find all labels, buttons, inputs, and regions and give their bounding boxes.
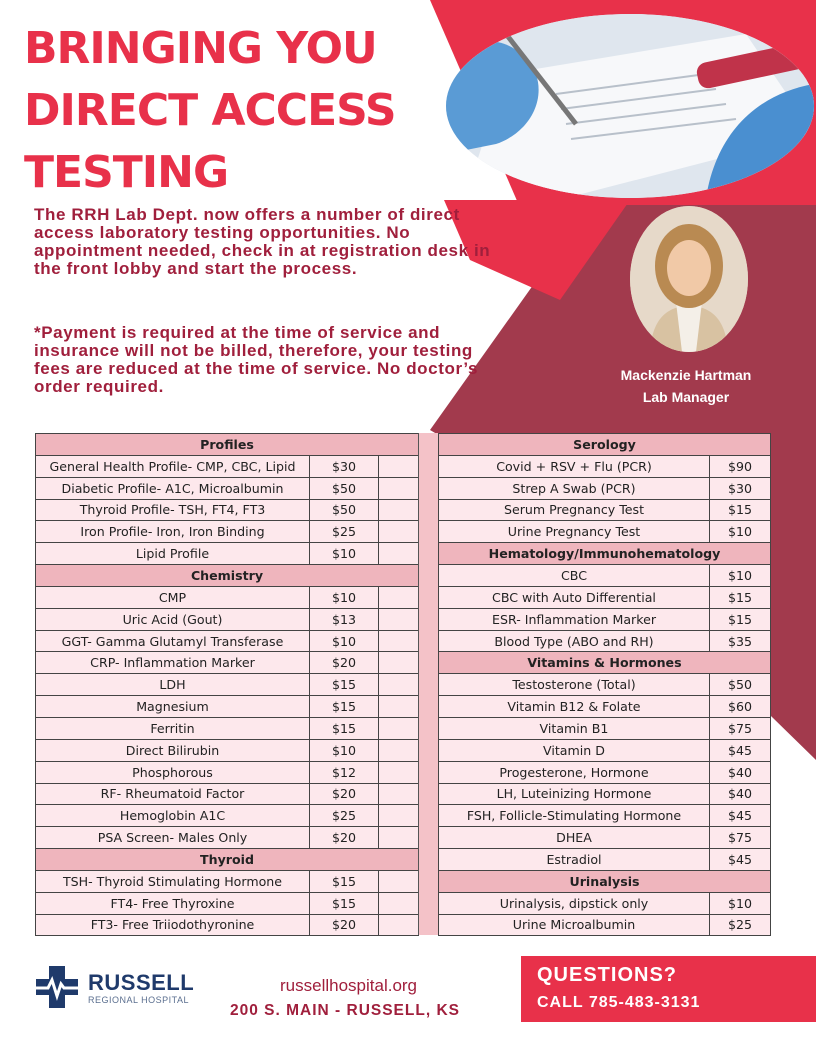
test-price: $10 <box>310 739 379 761</box>
test-price: $30 <box>310 455 379 477</box>
test-row <box>439 455 771 477</box>
test-name: Ferritin <box>36 717 310 739</box>
test-price: $40 <box>710 783 771 805</box>
headline-line-2: DIRECT ACCESS <box>24 85 396 136</box>
test-name: Iron Profile- Iron, Iron Binding <box>36 521 310 543</box>
test-row <box>36 543 419 565</box>
test-name: Serum Pregnancy Test <box>439 499 710 521</box>
test-row <box>439 565 771 587</box>
blank-cell <box>379 652 419 674</box>
test-row <box>36 499 419 521</box>
test-row <box>36 739 419 761</box>
test-name: CMP <box>36 586 310 608</box>
test-price: $10 <box>310 586 379 608</box>
section-title: Serology <box>439 434 771 456</box>
test-row <box>36 674 419 696</box>
blank-cell <box>379 477 419 499</box>
blank-cell <box>379 870 419 892</box>
test-name: Progesterone, Hormone <box>439 761 710 783</box>
test-price: $75 <box>710 717 771 739</box>
russell-logo <box>34 964 214 1014</box>
test-row <box>36 455 419 477</box>
test-name: TSH- Thyroid Stimulating Hormone <box>36 870 310 892</box>
test-price: $15 <box>310 892 379 914</box>
test-price: $10 <box>710 892 771 914</box>
test-row <box>36 608 419 630</box>
test-price: $10 <box>310 543 379 565</box>
cross-heartbeat-icon <box>34 964 80 1010</box>
manager-caption <box>592 364 780 408</box>
section-title: Hematology/Immunohematology <box>439 543 771 565</box>
section-header <box>439 652 771 674</box>
test-price: $15 <box>310 674 379 696</box>
test-row <box>439 477 771 499</box>
test-name: Urine Microalbumin <box>439 914 710 936</box>
blank-cell <box>379 674 419 696</box>
test-price: $10 <box>310 630 379 652</box>
test-price: $20 <box>310 783 379 805</box>
blank-cell <box>379 608 419 630</box>
blank-cell <box>379 630 419 652</box>
test-name: CBC <box>439 565 710 587</box>
test-price: $30 <box>710 477 771 499</box>
test-name: Uric Acid (Gout) <box>36 608 310 630</box>
test-row <box>36 805 419 827</box>
test-row <box>36 827 419 849</box>
test-row <box>36 521 419 543</box>
headline <box>24 18 464 204</box>
test-name: General Health Profile- CMP, CBC, Lipid <box>36 455 310 477</box>
section-title: Vitamins & Hormones <box>439 652 771 674</box>
test-name: Phosphorous <box>36 761 310 783</box>
hospital-address: 200 S. MAIN - RUSSELL, KS <box>230 1002 460 1019</box>
test-name: Direct Bilirubin <box>36 739 310 761</box>
test-row <box>439 521 771 543</box>
test-name: Magnesium <box>36 696 310 718</box>
blank-cell <box>379 783 419 805</box>
test-name: Testosterone (Total) <box>439 674 710 696</box>
test-row <box>439 499 771 521</box>
test-name: FT4- Free Thyroxine <box>36 892 310 914</box>
test-price: $35 <box>710 630 771 652</box>
test-price: $20 <box>310 914 379 936</box>
test-row <box>439 630 771 652</box>
test-row <box>36 696 419 718</box>
section-header <box>36 565 419 587</box>
questions-title: QUESTIONS? <box>537 964 678 986</box>
test-row <box>439 783 771 805</box>
manager-title: Lab Manager <box>642 389 730 405</box>
test-price: $15 <box>710 499 771 521</box>
test-row <box>439 892 771 914</box>
test-name: Thyroid Profile- TSH, FT4, FT3 <box>36 499 310 521</box>
blank-cell <box>379 739 419 761</box>
test-price: $10 <box>710 565 771 587</box>
intro-paragraph: The RRH Lab Dept. now offers a number of direct access laboratory testing opportunities. No appointment needed, check in at registration desk in the front lobby and start the process. <box>34 205 491 278</box>
test-row <box>439 608 771 630</box>
test-name: LH, Luteinizing Hormone <box>439 783 710 805</box>
test-row <box>439 761 771 783</box>
blank-cell <box>379 717 419 739</box>
test-price: $13 <box>310 608 379 630</box>
test-name: Vitamin B12 & Folate <box>439 696 710 718</box>
phone-number[interactable]: CALL 785-483-3131 <box>537 994 701 1011</box>
section-header <box>36 434 419 456</box>
test-price: $25 <box>310 805 379 827</box>
test-row <box>36 717 419 739</box>
test-row <box>439 717 771 739</box>
section-header <box>439 870 771 892</box>
blank-cell <box>379 914 419 936</box>
logo-subtitle: REGIONAL HOSPITAL <box>88 995 190 1005</box>
headline-line-3: TESTING <box>24 147 229 198</box>
blank-cell <box>379 892 419 914</box>
test-price: $45 <box>710 849 771 871</box>
manager-name: Mackenzie Hartman <box>620 367 752 383</box>
test-name: FSH, Follicle-Stimulating Hormone <box>439 805 710 827</box>
test-price: $60 <box>710 696 771 718</box>
test-price: $20 <box>310 652 379 674</box>
section-title: Profiles <box>36 434 419 456</box>
test-price: $15 <box>710 608 771 630</box>
right-price-table <box>438 433 771 936</box>
section-header <box>36 849 419 871</box>
test-price: $15 <box>710 586 771 608</box>
test-name: Strep A Swab (PCR) <box>439 477 710 499</box>
test-price: $15 <box>310 717 379 739</box>
lab-test-photo <box>446 14 814 198</box>
test-price: $50 <box>310 499 379 521</box>
manager-photo <box>630 206 748 352</box>
logo-name: RUSSELL <box>88 970 195 995</box>
headline-line-1: BRINGING YOU <box>24 23 377 74</box>
test-row <box>36 761 419 783</box>
section-title: Chemistry <box>36 565 419 587</box>
blank-cell <box>379 499 419 521</box>
test-row <box>36 914 419 936</box>
test-row <box>36 477 419 499</box>
test-row <box>36 892 419 914</box>
test-name: GGT- Gamma Glutamyl Transferase <box>36 630 310 652</box>
blank-cell <box>379 586 419 608</box>
test-name: Estradiol <box>439 849 710 871</box>
test-price: $50 <box>710 674 771 696</box>
test-price: $25 <box>310 521 379 543</box>
test-price: $25 <box>710 914 771 936</box>
test-price: $10 <box>710 521 771 543</box>
test-name: Blood Type (ABO and RH) <box>439 630 710 652</box>
blank-cell <box>379 543 419 565</box>
test-row <box>36 652 419 674</box>
test-name: Diabetic Profile- A1C, Microalbumin <box>36 477 310 499</box>
test-row <box>439 914 771 936</box>
test-price: $45 <box>710 739 771 761</box>
test-row <box>36 586 419 608</box>
test-row <box>36 870 419 892</box>
blank-cell <box>379 827 419 849</box>
section-header <box>439 434 771 456</box>
test-row <box>439 696 771 718</box>
test-price: $45 <box>710 805 771 827</box>
blank-cell <box>379 696 419 718</box>
test-name: CRP- Inflammation Marker <box>36 652 310 674</box>
test-price: $50 <box>310 477 379 499</box>
test-name: FT3- Free Triiodothyronine <box>36 914 310 936</box>
blank-cell <box>379 455 419 477</box>
section-title: Urinalysis <box>439 870 771 892</box>
test-name: LDH <box>36 674 310 696</box>
website-link[interactable]: russellhospital.org <box>280 976 418 995</box>
test-row <box>439 805 771 827</box>
test-price: $15 <box>310 696 379 718</box>
test-name: Vitamin D <box>439 739 710 761</box>
test-name: Lipid Profile <box>36 543 310 565</box>
blank-cell <box>379 761 419 783</box>
test-row <box>439 739 771 761</box>
section-header <box>439 543 771 565</box>
test-price: $20 <box>310 827 379 849</box>
test-price: $75 <box>710 827 771 849</box>
test-name: ESR- Inflammation Marker <box>439 608 710 630</box>
test-row <box>36 783 419 805</box>
test-price: $90 <box>710 455 771 477</box>
test-name: Urine Pregnancy Test <box>439 521 710 543</box>
blank-cell <box>379 521 419 543</box>
test-name: Covid + RSV + Flu (PCR) <box>439 455 710 477</box>
payment-note: *Payment is required at the time of service and insurance will not be billed, therefore, your testing fees are reduced at the time of service. No doctor’s order required. <box>34 323 479 396</box>
test-name: Hemoglobin A1C <box>36 805 310 827</box>
test-price: $40 <box>710 761 771 783</box>
test-name: Vitamin B1 <box>439 717 710 739</box>
left-price-table <box>35 433 419 936</box>
test-row <box>439 586 771 608</box>
test-row <box>439 849 771 871</box>
test-row <box>439 827 771 849</box>
test-name: Urinalysis, dipstick only <box>439 892 710 914</box>
test-name: DHEA <box>439 827 710 849</box>
test-price: $15 <box>310 870 379 892</box>
test-name: PSA Screen- Males Only <box>36 827 310 849</box>
questions-box <box>521 956 816 1022</box>
blank-cell <box>379 805 419 827</box>
table-divider <box>418 433 440 935</box>
test-name: RF- Rheumatoid Factor <box>36 783 310 805</box>
test-price: $12 <box>310 761 379 783</box>
test-row <box>439 674 771 696</box>
test-name: CBC with Auto Differential <box>439 586 710 608</box>
test-row <box>36 630 419 652</box>
section-title: Thyroid <box>36 849 419 871</box>
